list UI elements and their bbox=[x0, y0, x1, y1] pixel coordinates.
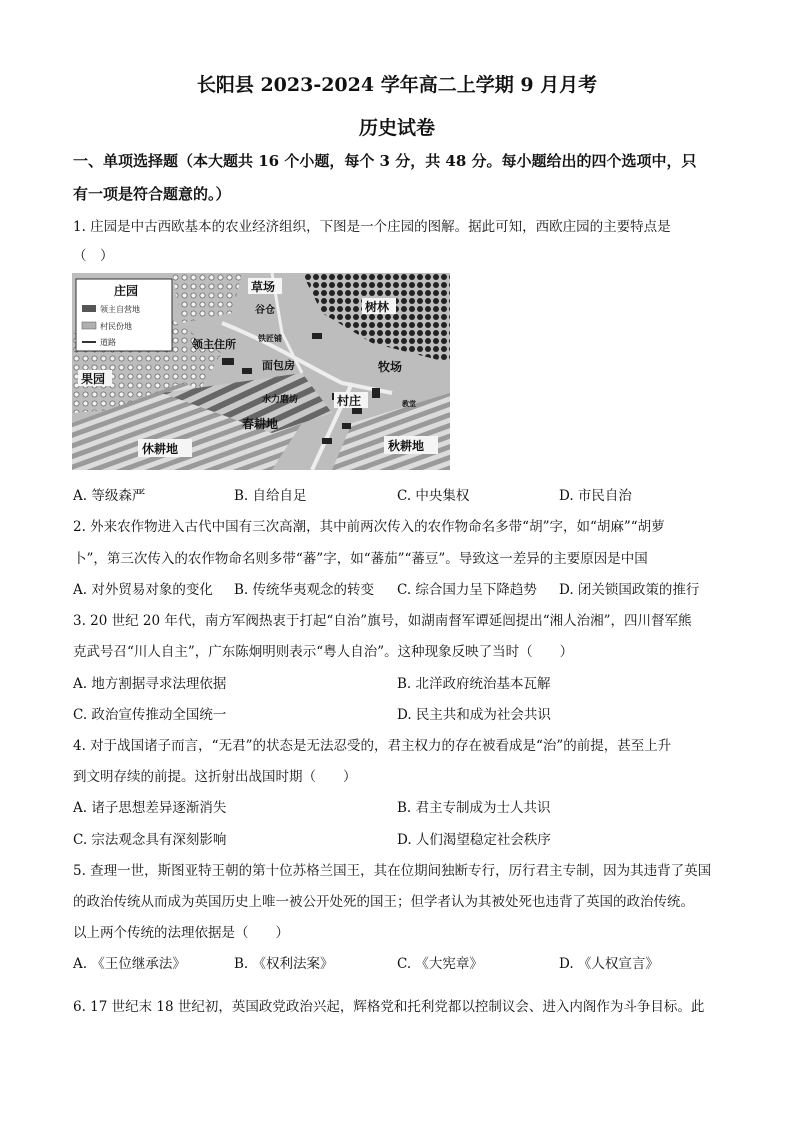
q6-text: 6. 17 世纪末 18 世纪初，英国政党政治兴起，辉格党和托利党都以控制议会、进入内阁作为斗争目标。此 bbox=[73, 999, 705, 1015]
page-subtitle: 历史试卷 bbox=[358, 117, 435, 139]
q3-text: 克武号召“川人自主”，广东陈炯明则表示“粤人自治”。这种现象反映了当时（ ） bbox=[73, 644, 574, 660]
label-pasture: 草场 bbox=[251, 280, 276, 294]
label-village: 村庄 bbox=[337, 394, 362, 408]
q1-option-a[interactable]: A. 等级森严 bbox=[73, 488, 146, 504]
legend-peasant-land: 村民份地 bbox=[100, 322, 132, 331]
label-mill: 水力磨坊 bbox=[262, 395, 299, 405]
section-heading-cont: 有一项是符合题意的。） bbox=[73, 185, 231, 203]
q3-option-c[interactable]: C. 政治宣传推动全国统一 bbox=[73, 707, 227, 723]
q2-option-a[interactable]: A. 对外贸易对象的变化 bbox=[73, 582, 213, 598]
q3-option-d[interactable]: D. 民主共和成为社会共识 bbox=[397, 707, 551, 723]
q2-option-d[interactable]: D. 闭关锁国政策的推行 bbox=[559, 582, 700, 598]
label-smithy: 铁匠铺 bbox=[258, 333, 282, 343]
page-title: 长阳县 2023-2024 学年高二上学期 9 月月考 bbox=[196, 74, 598, 96]
label-spring-field: 春耕地 bbox=[242, 417, 279, 431]
q1-option-d[interactable]: D. 市民自治 bbox=[559, 488, 632, 504]
q2-text: 2. 外来农作物进入古代中国有三次高潮，其中前两次传入的农作物命名多带“胡”字，如“胡麻”“胡萝 bbox=[73, 519, 665, 535]
label-fallow-field: 休耕地 bbox=[142, 442, 179, 456]
q2-text: 卜”，第三次传入的农作物命名则多带“蕃”字，如“蕃茄”“蕃豆”。导致这一差异的主要原因是中国 bbox=[73, 551, 648, 567]
label-ranch: 牧场 bbox=[378, 360, 403, 374]
legend-demesne: 领主自营地 bbox=[100, 305, 140, 314]
label-orchard: 果园 bbox=[81, 372, 106, 386]
q4-option-d[interactable]: D. 人们渴望稳定社会秩序 bbox=[397, 832, 551, 848]
label-manor-house: 领主住所 bbox=[192, 338, 236, 351]
q4-option-b[interactable]: B. 君主专制成为士人共识 bbox=[397, 800, 551, 816]
label-granary: 谷仓 bbox=[255, 305, 275, 316]
q1-option-b[interactable]: B. 自给自足 bbox=[234, 488, 307, 504]
q3-option-a[interactable]: A. 地方割据寻求法理依据 bbox=[73, 676, 227, 692]
section-heading: 一、单项选择题（本大题共 16 个小题，每个 3 分，共 48 分。每小题给出的四个选项中，只 bbox=[73, 152, 697, 170]
q5-option-d[interactable]: D. 《人权宣言》 bbox=[559, 956, 659, 972]
legend-title: 庄园 bbox=[114, 284, 139, 298]
q5-text: 5. 查理一世，斯图亚特王朝的第十位苏格兰国王，其在位期间独断专行，厉行君主专制，因为其违背了英国 bbox=[73, 863, 712, 879]
label-autumn-field: 秋耕地 bbox=[388, 439, 425, 453]
q3-text: 3. 20 世纪 20 年代，南方军阀热衷于打起“自治”旗号，如湖南督军谭延闿提出“湘人治湘”，四川督军熊 bbox=[73, 613, 692, 629]
q5-option-b[interactable]: B. 《权利法案》 bbox=[234, 956, 334, 972]
label-bakery: 面包房 bbox=[262, 359, 295, 372]
q4-text: 到文明存续的前提。这折射出战国时期（ ） bbox=[73, 769, 357, 785]
legend-road: 道路 bbox=[100, 338, 116, 347]
q5-text: 以上两个传统的法理依据是（ ） bbox=[73, 925, 289, 941]
q5-text: 的政治传统从而成为英国历史上唯一被公开处死的国王；但学者认为其被处死也违背了英国的政治传统。 bbox=[73, 894, 694, 910]
q2-option-c[interactable]: C. 综合国力呈下降趋势 bbox=[397, 582, 537, 598]
q1-text: 1. 庄园是中古西欧基本的农业经济组织，下图是一个庄园的图解。据此可知，西欧庄园的主要特点是 bbox=[73, 219, 671, 235]
q5-option-a[interactable]: A. 《王位继承法》 bbox=[73, 956, 186, 972]
label-church: 教堂 bbox=[402, 399, 416, 408]
q1-option-c[interactable]: C. 中央集权 bbox=[397, 488, 470, 504]
q2-option-b[interactable]: B. 传统华夷观念的转变 bbox=[234, 582, 375, 598]
manor-map bbox=[72, 273, 450, 470]
label-woods: 树林 bbox=[365, 300, 390, 314]
q4-option-c[interactable]: C. 宗法观念具有深刻影响 bbox=[73, 832, 227, 848]
q4-option-a[interactable]: A. 诸子思想差异逐渐消失 bbox=[73, 800, 227, 816]
q5-option-c[interactable]: C. 《大宪章》 bbox=[397, 956, 483, 972]
q4-text: 4. 对于战国诸子而言，“无君”的状态是无法忍受的，君主权力的存在被看成是“治”的前提，甚至上升 bbox=[73, 738, 672, 754]
q1-text: （ ） bbox=[73, 248, 114, 264]
q3-option-b[interactable]: B. 北洋政府统治基本瓦解 bbox=[397, 676, 551, 692]
